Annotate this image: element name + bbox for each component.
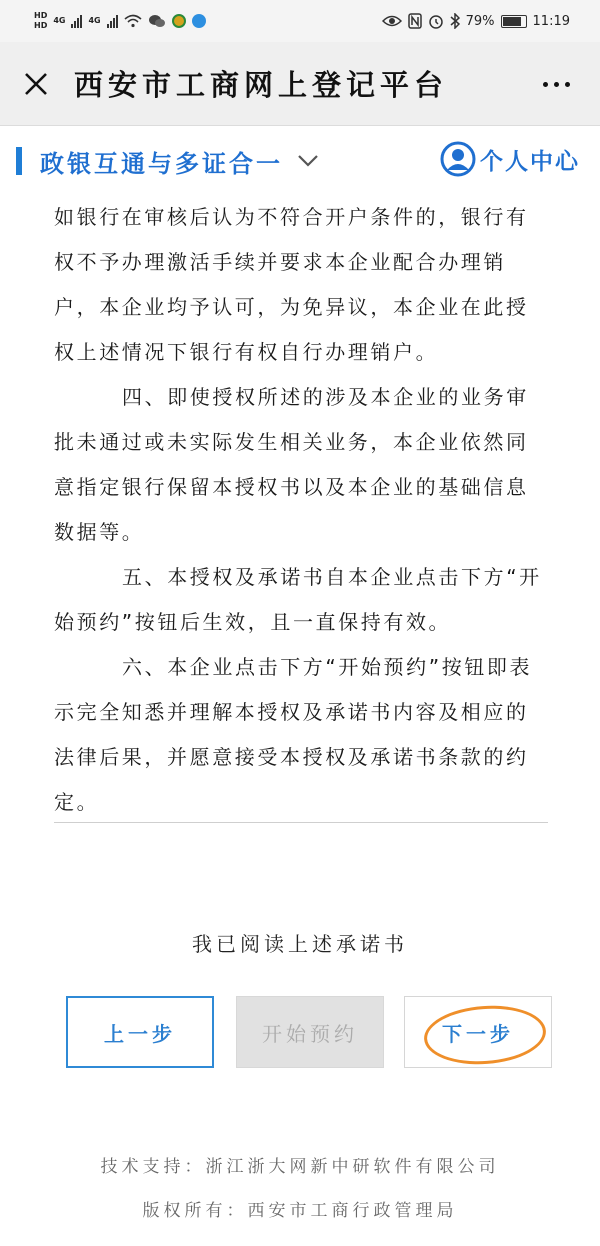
personal-center-label: 个人中心 <box>480 148 580 175</box>
network-type-1: 4G <box>53 16 66 25</box>
battery-percent: 79% <box>465 13 495 29</box>
close-button[interactable] <box>0 42 72 126</box>
divider <box>54 822 548 823</box>
nfc-icon <box>408 13 422 29</box>
section-marker <box>16 147 22 175</box>
signal-icon <box>71 14 82 28</box>
status-right <box>382 13 570 29</box>
agreement-paragraph: 四、即使授权所述的涉及本企业的业务审批未通过或未实际发生相关业务，本企业依然同意指定银行保留本授权书以及本企业的基础信息数据等。 <box>54 385 529 544</box>
agreement-paragraph: 如银行在审核后认为不符合开户条件的，银行有权不予办理激活手续并要求本企业配合办理销户，本企业均予认可，为免异议，本企业在此授权上述情况下银行有权自行办理销户。 <box>54 205 529 364</box>
hd-badges <box>34 12 47 30</box>
status-left <box>34 12 206 30</box>
more-icon <box>543 82 548 87</box>
personal-center-link[interactable] <box>440 141 580 177</box>
page-title: 西安市工商网上登记平台 <box>74 68 449 102</box>
start-appointment-button[interactable]: 开始预约 <box>236 996 384 1068</box>
status-bar <box>0 0 600 42</box>
hd-badge-1: HD <box>34 11 48 20</box>
wifi-icon <box>124 14 142 28</box>
title-bar <box>0 42 600 126</box>
signal-icon-2 <box>107 14 118 28</box>
more-icon-dot <box>565 82 570 87</box>
tech-support-text: 技术支持：浙江浙大网新中研软件有限公司 <box>100 1157 500 1177</box>
app-icon <box>172 14 186 28</box>
next-step-button[interactable]: 下一步 <box>404 996 552 1068</box>
browser-icon <box>192 14 206 28</box>
bluetooth-icon <box>450 13 460 29</box>
battery-icon <box>501 15 527 28</box>
chevron-down-icon <box>297 154 319 168</box>
clock: 11:19 <box>532 13 570 29</box>
copyright-text: 版权所有：西安市工商行政管理局 <box>142 1201 458 1221</box>
hd-badge-2: HD <box>34 21 48 30</box>
agreement-text <box>54 195 548 825</box>
agreement-paragraph: 五、本授权及承诺书自本企业点击下方“开始预约”按钮后生效，且一直保持有效。 <box>54 565 542 634</box>
read-confirmation-text: 我已阅读上述承诺书 <box>192 932 408 956</box>
eye-icon <box>382 14 402 28</box>
user-icon <box>440 141 476 177</box>
sub-navigation <box>0 127 600 195</box>
previous-step-button[interactable]: 上一步 <box>66 996 214 1068</box>
close-icon <box>23 71 49 97</box>
service-selector-label: 政银互通与多证合一 <box>40 149 283 178</box>
alarm-icon <box>428 13 444 29</box>
network-type-2: 4G <box>88 16 101 25</box>
agreement-paragraph: 六、本企业点击下方“开始预约”按钮即表示完全知悉并理解本授权及承诺书内容及相应的法律后果，并愿意接受本授权及承诺书条款的约定。 <box>54 655 533 814</box>
more-button[interactable] <box>536 68 576 100</box>
more-icon-dot <box>554 82 559 87</box>
wechat-icon <box>148 14 166 28</box>
service-selector[interactable] <box>40 144 319 179</box>
